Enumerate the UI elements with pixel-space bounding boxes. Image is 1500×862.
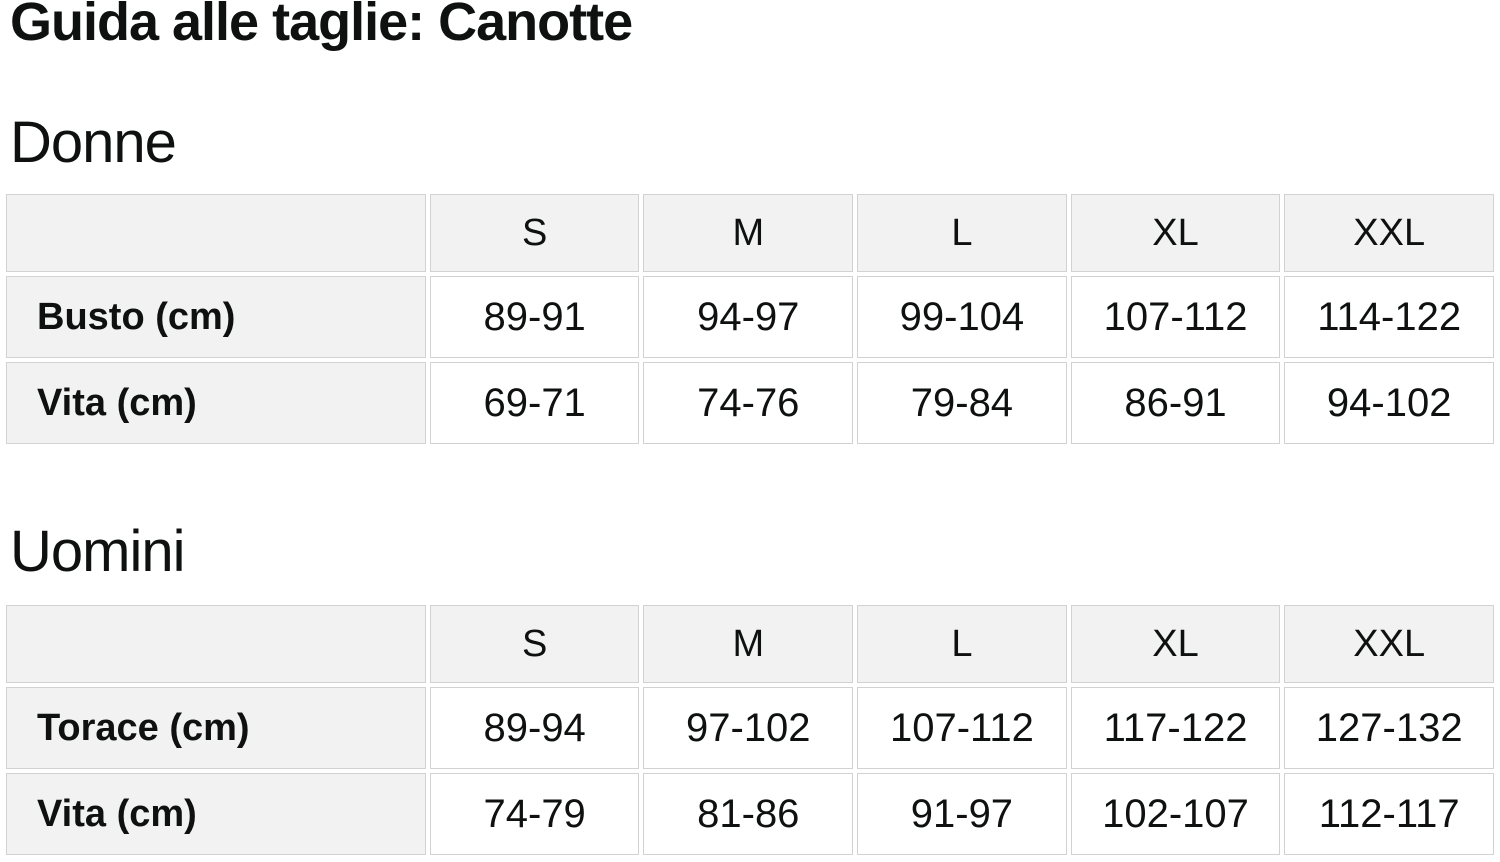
size-value: 89-94 (430, 687, 640, 769)
table-header-row (6, 194, 1494, 272)
column-header-m: M (643, 605, 853, 683)
size-value: 114-122 (1284, 276, 1494, 358)
table-row-torace (6, 687, 1494, 769)
row-label-vita: Vita (cm) (6, 773, 426, 855)
column-header-s: S (430, 605, 640, 683)
size-table-uomini (2, 601, 1498, 859)
corner-cell (6, 605, 426, 683)
table-row-vita (6, 773, 1494, 855)
size-value: 112-117 (1284, 773, 1494, 855)
page-title: Guida alle taglie: Canotte (10, 0, 633, 52)
table-row-vita (6, 362, 1494, 444)
corner-cell (6, 194, 426, 272)
section-heading-uomini: Uomini (10, 519, 185, 584)
size-value: 94-102 (1284, 362, 1494, 444)
column-header-xl: XL (1071, 194, 1281, 272)
size-value: 127-132 (1284, 687, 1494, 769)
size-value: 117-122 (1071, 687, 1281, 769)
row-label-vita: Vita (cm) (6, 362, 426, 444)
size-value: 74-76 (643, 362, 853, 444)
section-heading-donne: Donne (10, 110, 176, 175)
table-header-row (6, 605, 1494, 683)
row-label-busto: Busto (cm) (6, 276, 426, 358)
size-value: 74-79 (430, 773, 640, 855)
size-value: 86-91 (1071, 362, 1281, 444)
column-header-m: M (643, 194, 853, 272)
table-row-busto (6, 276, 1494, 358)
column-header-xxl: XXL (1284, 605, 1494, 683)
size-value: 89-91 (430, 276, 640, 358)
column-header-s: S (430, 194, 640, 272)
size-value: 97-102 (643, 687, 853, 769)
column-header-l: L (857, 605, 1067, 683)
size-value: 81-86 (643, 773, 853, 855)
size-value: 69-71 (430, 362, 640, 444)
size-value: 99-104 (857, 276, 1067, 358)
column-header-xxl: XXL (1284, 194, 1494, 272)
size-value: 91-97 (857, 773, 1067, 855)
size-value: 94-97 (643, 276, 853, 358)
size-value: 107-112 (1071, 276, 1281, 358)
column-header-l: L (857, 194, 1067, 272)
size-value: 102-107 (1071, 773, 1281, 855)
column-header-xl: XL (1071, 605, 1281, 683)
size-table-donne (2, 190, 1498, 448)
size-value: 107-112 (857, 687, 1067, 769)
size-value: 79-84 (857, 362, 1067, 444)
row-label-torace: Torace (cm) (6, 687, 426, 769)
